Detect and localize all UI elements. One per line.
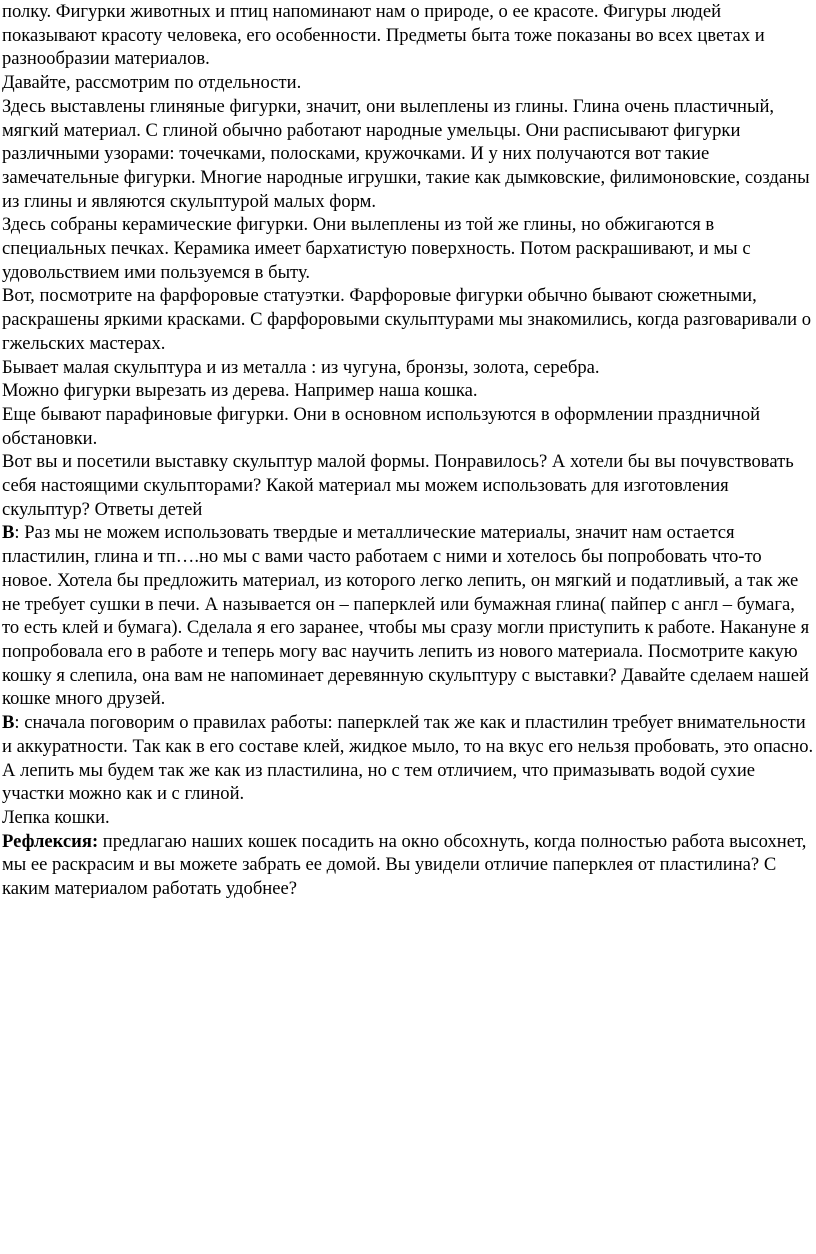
paragraph-text: Вот, посмотрите на фарфоровые статуэтки. Фарфоровые фигурки обычно бывают сюжетными, раскрашены яркими красками. С фарфоровыми скульптурами мы знакомились, когда разговаривали о гжельских мастерах. [2, 285, 812, 354]
document-body [2, 0, 814, 901]
paragraph-text: Еще бывают парафиновые фигурки. Они в основном используются в оформлении праздничной обстановки. [2, 403, 761, 449]
paragraph-text: Здесь собраны керамические фигурки. Они вылеплены из той же глины, но обжигаются в специальных печках. Керамика имеет бархатистую поверхность. Потом раскрашивают, и мы с удовольствием ими пользуемся в быту. [2, 214, 751, 283]
speaker-label: В [2, 712, 15, 734]
paragraph-text: Давайте, рассмотрим по отдельности. [2, 72, 302, 94]
paragraph [2, 0, 814, 71]
paragraph-text: : Раз мы не можем использовать твердые и металлические материалы, значит нам остается пластилин, глина и тп….но мы с вами часто работаем с ними и хотелось бы попробовать что-то новое. Хотела бы предложить материал, из которого легко лепить, он мягкий и податливый, а так же не требует сушки в печи. А называется он – паперклей или бумажная глина( пайпер с англ – бумага, то есть клей и бумага). Сделала я его заранее, чтобы мы сразу могли приступить к работе. Накануне я попробовала его в работе и теперь могу вас научить лепить из нового материала. Посмотрите какую кошку я слепила, она вам не напоминает деревянную скульптуру с выставки? Давайте сделаем нашей кошке много друзей. [2, 522, 810, 710]
paragraph [2, 95, 814, 214]
paragraph [2, 806, 814, 830]
paragraph-text: : сначала поговорим о правилах работы: паперклей так же как и пластилин требует внимательности и аккуратности. Так как в его составе клей, жидкое мыло, то на вкус его нельзя пробовать, это опасно. А лепить мы будем так же как из пластилина, но с тем отличием, что примазывать водой сухие участки можно как и с глиной. [2, 712, 814, 805]
paragraph [2, 284, 814, 355]
paragraph-text: Вот вы и посетили выставку скульптур малой формы. Понравилось? А хотели бы вы почувствовать себя настоящими скульпторами? Какой материал мы можем использовать для изготовления скульптур? Ответы детей [2, 451, 794, 520]
section-label: Рефлексия: [2, 830, 99, 852]
paragraph [2, 71, 814, 95]
paragraph [2, 521, 814, 711]
paragraph-text: Здесь выставлены глиняные фигурки, значит, они вылеплены из глины. Глина очень пластичный, мягкий материал. С глиной обычно работают народные умельцы. Они расписывают фигурки различными узорами: точечками, полосками, кружочками. И у них получаются вот такие замечательные фигурки. Многие народные игрушки, такие как дымковские, филимоновские, созданы из глины и являются скульптурой малых форм. [2, 95, 810, 212]
paragraph [2, 403, 814, 450]
paragraph [2, 711, 814, 806]
speaker-label: В [2, 522, 15, 544]
paragraph-text: Бывает малая скульптура и из металла : из чугуна, бронзы, золота, серебра. [2, 356, 600, 378]
paragraph [2, 830, 814, 901]
paragraph-text: Можно фигурки вырезать из дерева. Например наша кошка. [2, 380, 478, 402]
paragraph-text: полку. Фигурки животных и птиц напоминают нам о природе, о ее красоте. Фигуры людей показывают красоту человека, его особенности. Предметы быта тоже показаны во всех цветах и разнообразии материалов. [2, 1, 765, 70]
paragraph-text: предлагаю наших кошек посадить на окно обсохнуть, когда полностью работа высохнет, мы ее раскрасим и вы можете забрать ее домой. Вы увидели отличие паперклея от пластилина? С каким материалом работать удобнее? [2, 830, 807, 900]
paragraph [2, 213, 814, 284]
paragraph [2, 379, 814, 403]
paragraph-text: Лепка кошки. [2, 806, 110, 828]
paragraph [2, 450, 814, 521]
paragraph [2, 356, 814, 380]
